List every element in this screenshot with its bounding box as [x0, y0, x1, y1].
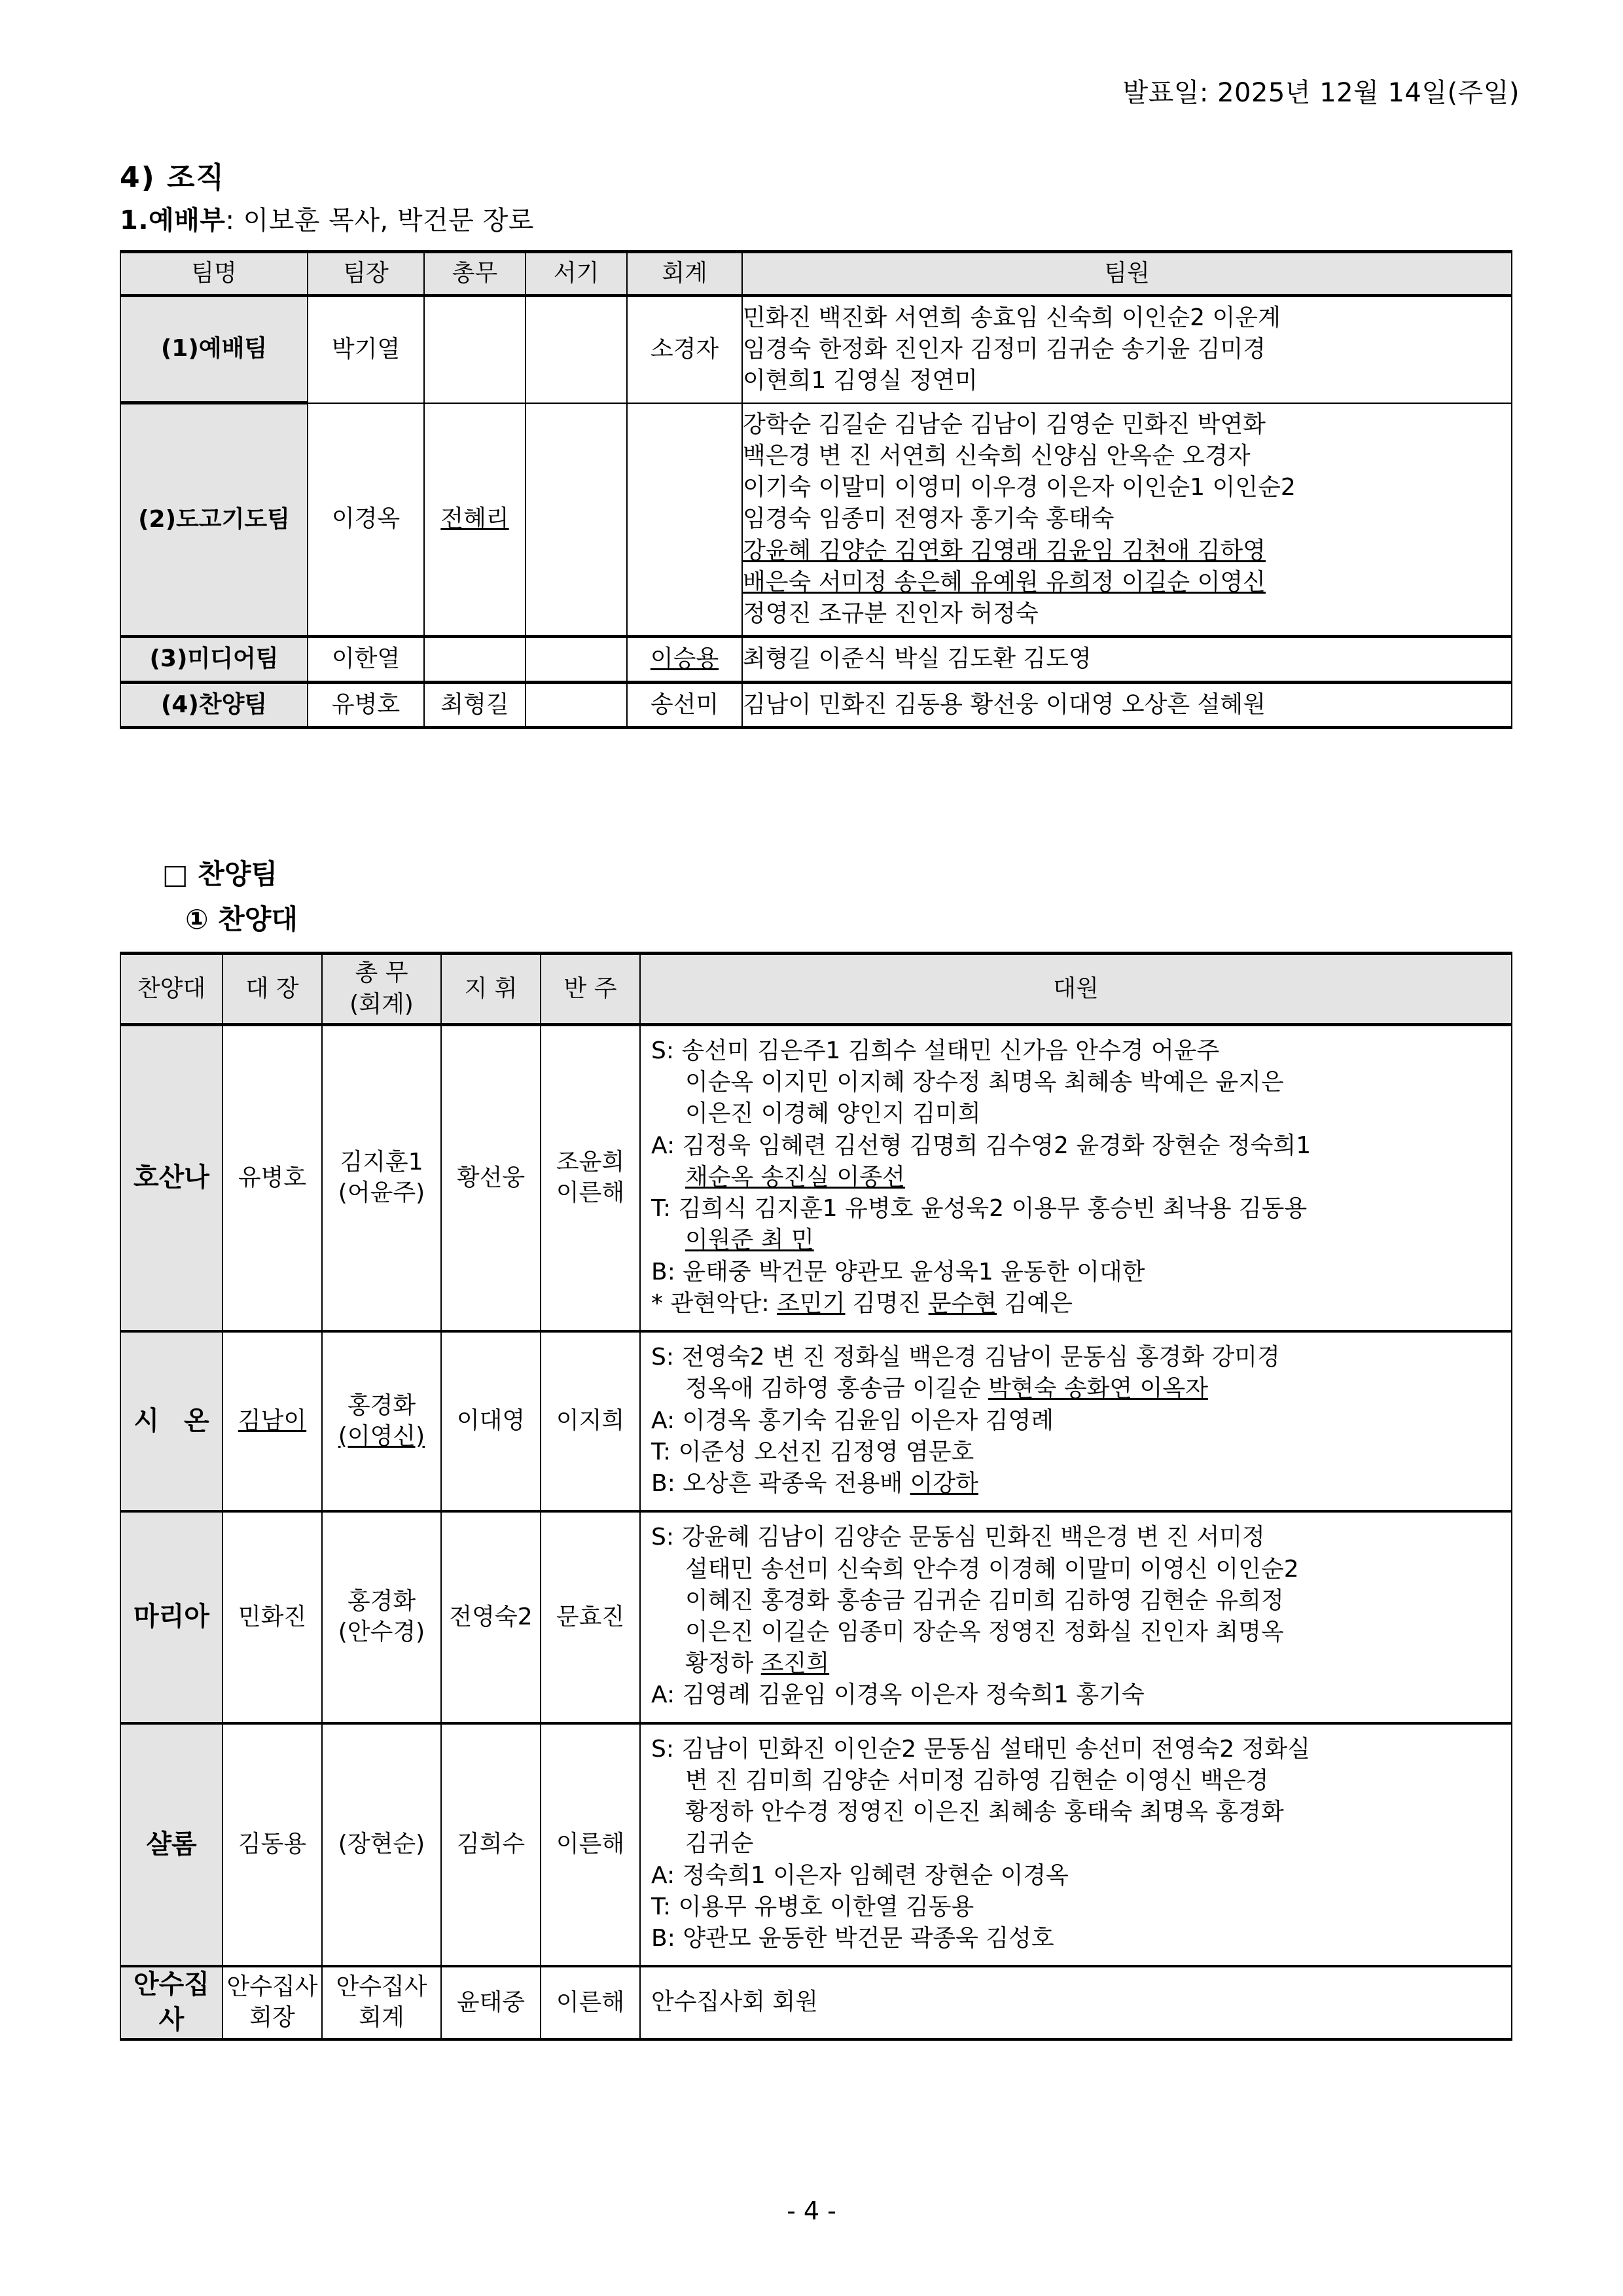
table-row — [120, 1511, 1512, 1723]
general-manager-cell: 안수집사 회계 — [322, 1966, 441, 2039]
part-names-underlined: 조진희 — [760, 1650, 830, 1677]
part-names: 김남이 민화진 이인순2 문동심 설태민 송선미 전영숙2 정화실 — [681, 1735, 1310, 1763]
team-leader-cell: 박기열 — [308, 296, 424, 403]
part-line: 이혜진 홍경화 홍송금 김귀순 김미희 김하영 김현순 유희정 — [685, 1587, 1284, 1614]
table-body — [120, 1025, 1512, 2039]
column-header-general-manager-sub: (회계) — [349, 991, 414, 1018]
part-line — [651, 1162, 1506, 1193]
part-line — [651, 1225, 1506, 1256]
part-label: T: — [651, 1195, 671, 1223]
part-names: 이준성 오선진 김정영 염문호 — [678, 1438, 974, 1465]
choir-members-cell — [640, 1025, 1512, 1332]
part-line: 변 진 김미희 김양순 서미정 김하영 김현순 이영신 백은경 — [685, 1767, 1269, 1794]
general-manager-cell: (장현순) — [322, 1723, 441, 1967]
captain-cell: 김동용 — [223, 1723, 322, 1967]
part-names: 정숙희1 이은자 임혜련 장현순 이경옥 — [682, 1861, 1069, 1889]
table-row — [120, 296, 1512, 403]
part-label: B: — [651, 1925, 675, 1952]
column-header-conductor: 지 휘 — [441, 954, 541, 1025]
worship-department-table — [120, 250, 1512, 729]
column-header-members: 팀원 — [742, 252, 1512, 296]
orchestra-line — [651, 1288, 1506, 1319]
part-names: 황정하 — [685, 1650, 761, 1677]
part-names: 김영례 김윤임 이경옥 이은자 정숙희1 홍기숙 — [682, 1681, 1145, 1709]
part-line — [651, 1193, 1506, 1225]
members-cell — [742, 296, 1512, 403]
part-names-underlined: 이강하 — [910, 1470, 978, 1498]
part-label: S: — [651, 1524, 674, 1551]
choir-members-cell: 안수집사회 회원 — [640, 1966, 1512, 2039]
orchestra-member: 조민기 — [777, 1289, 846, 1317]
asterisk-marker: * — [651, 1289, 663, 1317]
table-row — [120, 1723, 1512, 1967]
part-line — [651, 1342, 1506, 1373]
member-line: 김남이 민화진 김동용 황선웅 이대영 오상흔 설혜원 — [743, 691, 1266, 718]
part-label: A: — [651, 1861, 675, 1889]
part-line — [651, 1468, 1506, 1499]
accompanist-name: 이른해 — [556, 1179, 625, 1207]
captain-cell — [223, 1331, 322, 1511]
choir-team-heading: □ 찬양팀 — [162, 858, 278, 890]
column-header-secretary: 서기 — [526, 252, 627, 296]
captain-cell: 민화진 — [223, 1511, 322, 1723]
member-line: 임경숙 임종미 전영자 홍기숙 홍태숙 — [743, 505, 1115, 533]
table-header — [120, 252, 1512, 296]
table-row — [120, 682, 1512, 727]
general-manager-cell — [322, 1025, 441, 1332]
part-line — [651, 1257, 1506, 1288]
member-line: 정영진 조규분 진인자 허정숙 — [743, 600, 1039, 628]
part-label: B: — [651, 1258, 675, 1285]
part-label: T: — [651, 1893, 671, 1920]
general-manager-cell — [424, 403, 526, 637]
part-label: A: — [651, 1681, 675, 1709]
secretary-cell — [526, 682, 627, 727]
column-header-team-leader: 팀장 — [308, 252, 424, 296]
general-manager-sub: (이영신) — [338, 1422, 425, 1450]
choir-name: 시 온 — [134, 1405, 217, 1436]
general-manager-cell — [322, 1331, 441, 1511]
part-names: 이경옥 홍기숙 김윤임 이은자 김영례 — [682, 1407, 1054, 1434]
conductor-cell: 황선웅 — [441, 1025, 541, 1332]
choir-name-cell: 안수집사 — [120, 1966, 223, 2039]
part-line — [651, 1405, 1506, 1437]
part-names-underlined: 박현숙 송화연 이옥자 — [988, 1375, 1208, 1403]
publish-date: 발표일: 2025년 12월 14일(주일) — [1122, 78, 1520, 108]
general-manager-main: 홍경화 — [347, 1391, 416, 1419]
orchestra-member: 김예은 — [997, 1289, 1073, 1317]
general-manager-cell — [322, 1511, 441, 1723]
part-line: 이순옥 이지민 이지혜 장수정 최명옥 최혜송 박예은 윤지은 — [685, 1069, 1284, 1096]
general-manager-value: 전혜리 — [440, 505, 509, 533]
table-header — [120, 954, 1512, 1025]
team-leader-cell: 이경옥 — [308, 403, 424, 637]
part-line: 황정하 안수경 정영진 이은진 최혜송 홍태숙 최명옥 홍경화 — [685, 1799, 1284, 1826]
table-row — [120, 637, 1512, 682]
captain-name: 김남이 — [238, 1407, 307, 1435]
part-label: S: — [651, 1735, 674, 1763]
part-line — [651, 1035, 1506, 1067]
accountant-cell — [627, 637, 742, 682]
part-names: 양관모 윤동한 박건문 곽종욱 김성호 — [683, 1925, 1054, 1952]
part-line — [651, 1892, 1506, 1923]
part-label: A: — [651, 1132, 675, 1159]
part-line: 이은진 이길순 임종미 장순옥 정영진 정화실 진인자 최명옥 — [685, 1618, 1284, 1645]
member-line: 이기숙 이말미 이영미 이우경 이은자 이인순1 이인순2 — [743, 474, 1296, 501]
table-row — [120, 1025, 1512, 1332]
page-number: - 4 - — [787, 2197, 836, 2225]
orchestra-member: 김명진 — [845, 1289, 929, 1317]
choir-name-cell: 호산나 — [120, 1025, 223, 1332]
team-name-cell: (4)찬양팀 — [120, 682, 308, 727]
table-row — [120, 403, 1512, 637]
column-header-accountant: 회계 — [627, 252, 742, 296]
general-manager-cell — [424, 637, 526, 682]
page-title: 4) 조직 — [120, 161, 226, 194]
choir-name-cell: 샬롬 — [120, 1723, 223, 1967]
choir-name-cell: 마리아 — [120, 1511, 223, 1723]
column-header-general-manager — [322, 954, 441, 1025]
member-line: 강윤혜 김양순 김연화 김영래 김윤임 김천애 김하영 — [743, 537, 1266, 564]
table-body — [120, 296, 1512, 728]
member-line: 백은경 변 진 서연희 신숙희 신양심 안옥순 오경자 — [743, 442, 1251, 469]
part-label: A: — [651, 1407, 675, 1434]
general-manager-sub: (안수경) — [338, 1618, 425, 1645]
part-label: B: — [651, 1470, 675, 1498]
choir-members-cell — [640, 1511, 1512, 1723]
secretary-cell — [526, 296, 627, 403]
part-names: 정옥애 김하영 홍송금 이길순 — [685, 1375, 989, 1403]
part-names: 이용무 유병호 이한열 김동용 — [678, 1893, 974, 1920]
part-names-underlined: 채순옥 송진실 이종선 — [685, 1163, 905, 1191]
part-line — [651, 1648, 1506, 1679]
member-line: 임경숙 한정화 진인자 김정미 김귀순 송기윤 김미경 — [743, 336, 1266, 363]
accountant-value: 이승용 — [650, 645, 719, 673]
accompanist-cell: 문효진 — [541, 1511, 640, 1723]
members-cell — [742, 637, 1512, 682]
conductor-cell: 윤태중 — [441, 1966, 541, 2039]
table-row — [120, 1966, 1512, 2039]
secretary-cell — [526, 403, 627, 637]
general-manager-main: 김지훈1 — [340, 1149, 423, 1176]
part-names: 강윤혜 김남이 김양순 문동심 민화진 백은경 변 진 서미정 — [681, 1524, 1265, 1551]
part-line: 김귀순 — [685, 1830, 754, 1857]
team-name-cell: (1)예배팀 — [120, 296, 308, 403]
table-header-row — [120, 954, 1512, 1025]
table-header-row — [120, 252, 1512, 296]
part-line — [651, 1734, 1506, 1765]
column-header-accompanist: 반 주 — [541, 954, 640, 1025]
conductor-cell: 김희수 — [441, 1723, 541, 1967]
part-names: 김정욱 임혜련 김선형 김명희 김수영2 윤경화 장현순 정숙희1 — [682, 1132, 1311, 1159]
part-names: 윤태중 박건문 양관모 윤성욱1 윤동한 이대한 — [683, 1258, 1145, 1285]
accompanist-cell: 이지희 — [541, 1331, 640, 1511]
general-manager-cell: 최형길 — [424, 682, 526, 727]
member-line: 강학순 김길순 김남순 김남이 김영순 민화진 박연화 — [743, 410, 1266, 438]
part-line — [651, 1522, 1506, 1553]
member-line: 민화진 백진화 서연희 송효임 신숙희 이인순2 이운계 — [743, 304, 1281, 331]
members-cell — [742, 682, 1512, 727]
general-manager-cell — [424, 296, 526, 403]
part-line — [651, 1679, 1506, 1711]
part-names: 오상흔 곽종욱 전용배 — [683, 1470, 910, 1498]
part-line — [651, 1860, 1506, 1892]
accompanist-cell: 이른해 — [541, 1723, 640, 1967]
team-name-cell: (2)도고기도팀 — [120, 403, 308, 637]
column-header-general-manager: 총무 — [424, 252, 526, 296]
choir-members-cell — [640, 1723, 1512, 1967]
accountant-cell: 송선미 — [627, 682, 742, 727]
part-names-underlined: 이원준 최 민 — [685, 1227, 814, 1254]
accompanist-name: 조윤희 — [556, 1149, 625, 1176]
team-leader-cell: 유병호 — [308, 682, 424, 727]
choir-name-cell — [120, 1331, 223, 1511]
column-header-team-name: 팀명 — [120, 252, 308, 296]
member-line: 이현희1 김영실 정연미 — [743, 367, 978, 395]
part-label: T: — [651, 1438, 671, 1465]
part-label: S: — [651, 1037, 674, 1064]
captain-cell: 유병호 — [223, 1025, 322, 1332]
general-manager-main: 홍경화 — [347, 1588, 416, 1615]
accountant-cell — [627, 403, 742, 637]
conductor-cell: 전영숙2 — [441, 1511, 541, 1723]
general-manager-sub: (어윤주) — [338, 1179, 425, 1207]
team-name-cell: (3)미디어팀 — [120, 637, 308, 682]
accompanist-cell — [541, 1025, 640, 1332]
orchestra-member: 문수현 — [928, 1289, 997, 1317]
accompanist-cell: 이른해 — [541, 1966, 640, 2039]
part-line: 이은진 이경혜 양인지 김미희 — [685, 1100, 981, 1128]
part-label: S: — [651, 1344, 674, 1371]
part-line: 설태민 송선미 신숙희 안수경 이경혜 이말미 이영신 이인순2 — [685, 1555, 1299, 1583]
team-leader-cell: 이한열 — [308, 637, 424, 682]
column-header-captain: 대 장 — [223, 954, 322, 1025]
worship-department-heading — [120, 200, 534, 237]
choir-table — [120, 952, 1512, 2041]
captain-cell: 안수집사 회장 — [223, 1966, 322, 2039]
choir-members-cell — [640, 1331, 1512, 1511]
worship-department-label: 1.예배부 — [120, 206, 226, 236]
column-header-choir: 찬양대 — [120, 954, 223, 1025]
choir-subheading: ① 찬양대 — [185, 903, 298, 935]
part-line — [651, 1130, 1506, 1162]
part-names: 김희식 김지훈1 유병호 윤성욱2 이용무 홍승빈 최낙용 김동용 — [678, 1195, 1308, 1223]
part-names: 송선미 김은주1 김희수 설태민 신가음 안수경 어윤주 — [681, 1037, 1220, 1064]
part-line — [651, 1373, 1506, 1405]
secretary-cell — [526, 637, 627, 682]
member-line: 배은숙 서미정 송은혜 유예원 유희정 이길순 이영신 — [743, 568, 1266, 596]
part-line — [651, 1923, 1506, 1954]
part-line — [651, 1437, 1506, 1468]
column-header-general-manager-main: 총 무 — [355, 959, 408, 986]
orchestra-label: 관현악단: — [670, 1289, 770, 1317]
conductor-cell: 이대영 — [441, 1331, 541, 1511]
members-cell — [742, 403, 1512, 637]
member-line: 최형길 이준식 박실 김도환 김도영 — [743, 645, 1092, 673]
column-header-choir-members: 대원 — [640, 954, 1512, 1025]
part-names: 전영숙2 변 진 정화실 백은경 김남이 문동심 홍경화 강미경 — [681, 1344, 1280, 1371]
worship-department-value: : 이보훈 목사, 박건문 장로 — [225, 206, 534, 236]
table-row — [120, 1331, 1512, 1511]
accountant-cell: 소경자 — [627, 296, 742, 403]
